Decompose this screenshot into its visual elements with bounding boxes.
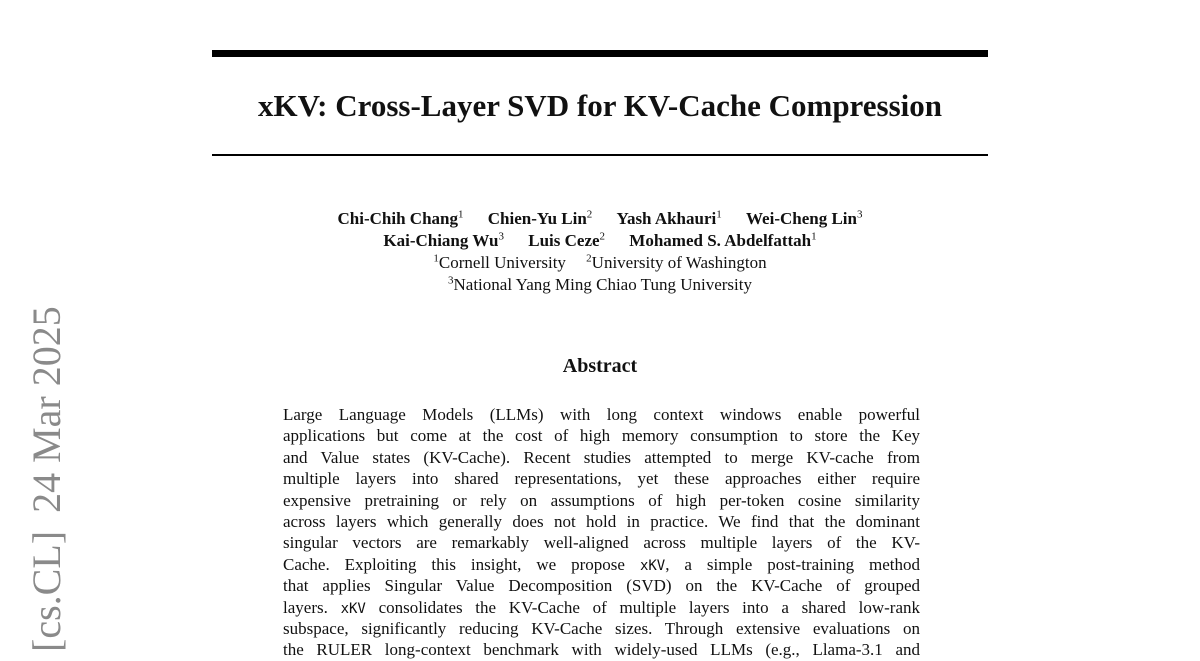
abstract-line: Cache. Exploiting this insight, we propose xKV, a simple post-training method bbox=[283, 554, 921, 574]
abstract-line: layers. xKV consolidates the KV-Cache of multiple layers into a shared low-rank bbox=[283, 597, 921, 617]
abstract-line: and Value states (KV-Cache). Recent studies attempted to merge KV-cache from bbox=[283, 447, 920, 467]
affiliation-line-2 bbox=[212, 274, 988, 296]
abstract-line: across layers which generally does not hold in practice. We find that the dominant bbox=[283, 511, 920, 531]
abstract-heading: Abstract bbox=[562, 355, 638, 377]
method-name: xKV bbox=[340, 600, 366, 617]
abstract-line: that applies Singular Value Decomposition (SVD) on the KV-Cache of grouped bbox=[283, 576, 920, 596]
author: Chi-Chih Chang$^1$ bbox=[337, 208, 464, 228]
abstract-line: expensive pretraining or rely on assumptions of high per-token cosine similarity bbox=[283, 490, 920, 510]
author: Kai-Chiang Wu$^3$ bbox=[383, 230, 504, 250]
author: Yash Akhauri$^1$ bbox=[616, 208, 722, 228]
paper-title: xKV: Cross-Layer SVD for KV-Cache Compression bbox=[258, 88, 942, 123]
author-line-2 bbox=[212, 230, 988, 252]
affiliation: $^3$National Yang Ming Chiao Tung University bbox=[448, 274, 752, 294]
author: Luis Ceze$^2$ bbox=[528, 230, 606, 250]
title-top-rule bbox=[212, 50, 988, 57]
author: Mohamed S. Abdelfattah$^1$ bbox=[629, 230, 817, 250]
affiliation: $^1$Cornell University bbox=[433, 252, 566, 272]
author-line-1 bbox=[212, 208, 988, 230]
title-bottom-rule bbox=[212, 154, 988, 156]
affiliation-line-1 bbox=[212, 252, 988, 274]
author-block bbox=[212, 208, 988, 296]
abstract-line: Large Language Models (LLMs) with long context windows enable powerful bbox=[283, 405, 920, 424]
abstract-line: applications but come at the cost of high memory consumption to store the Key bbox=[283, 426, 920, 446]
method-name: xKV bbox=[639, 557, 666, 574]
affiliation: $^2$University of Washington bbox=[586, 252, 767, 272]
arxiv-date: 24 Mar 2025 bbox=[24, 306, 69, 513]
abstract-line: the RULER long-context benchmark with widely-used LLMs (e.g., Llama-3.1 and bbox=[283, 640, 920, 660]
abstract-body bbox=[283, 404, 920, 661]
arxiv-side-stamp bbox=[22, 288, 72, 652]
abstract-line: multiple layers into shared representations, yet these approaches either require bbox=[283, 469, 920, 489]
arxiv-category: [cs.CL] bbox=[24, 530, 69, 652]
author: Wei-Cheng Lin$^3$ bbox=[745, 208, 863, 228]
author: Chien-Yu Lin$^2$ bbox=[487, 208, 593, 228]
abstract-line: singular vectors are remarkably well-aligned across multiple layers of the KV- bbox=[283, 533, 920, 553]
abstract-line: subspace, significantly reducing KV-Cache sizes. Through extensive evaluations on bbox=[283, 618, 920, 638]
